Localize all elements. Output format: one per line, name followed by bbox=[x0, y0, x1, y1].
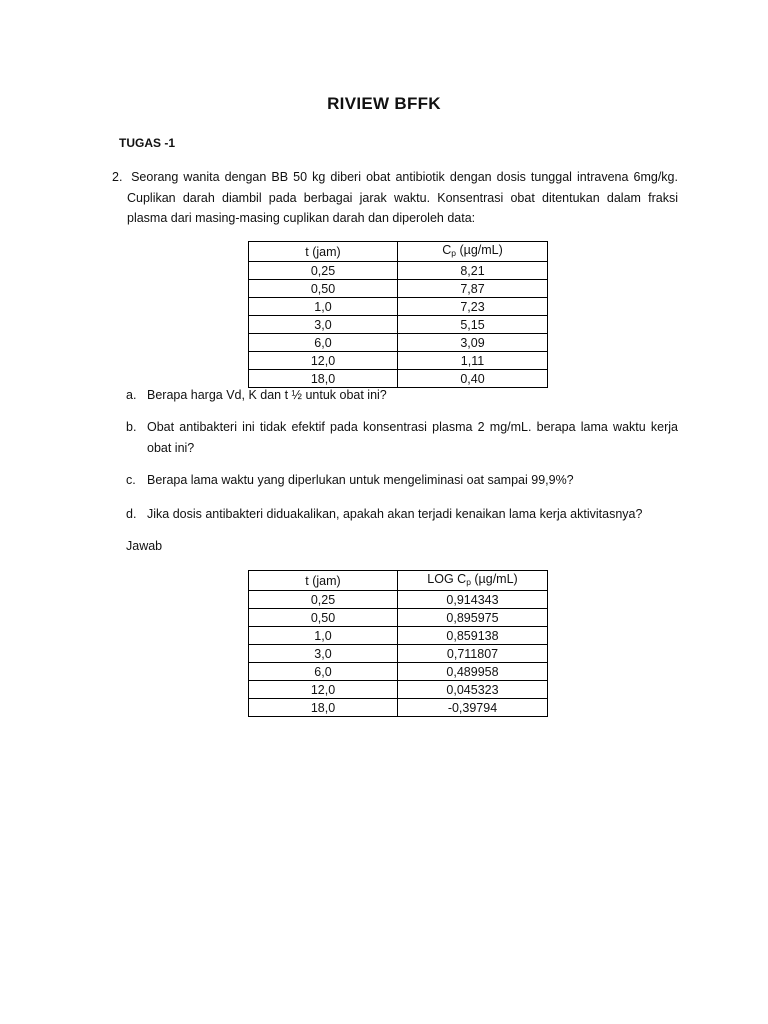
table-row bbox=[249, 316, 548, 334]
question-d bbox=[126, 504, 678, 525]
cell-time: 0,50 bbox=[249, 280, 398, 298]
cell-value: 1,11 bbox=[398, 352, 548, 370]
cell-value: 0,045323 bbox=[398, 681, 548, 699]
table-row bbox=[249, 352, 548, 370]
question-text: Obat antibakteri ini tidak efektif pada konsentrasi plasma 2 mg/mL. berapa lama waktu kerja obat ini? bbox=[147, 420, 678, 455]
cell-value: 5,15 bbox=[398, 316, 548, 334]
cell-value: 0,895975 bbox=[398, 609, 548, 627]
question-label: b. bbox=[126, 420, 137, 434]
cell-time: 6,0 bbox=[249, 334, 398, 352]
cell-value: 7,87 bbox=[398, 280, 548, 298]
table-row bbox=[249, 334, 548, 352]
concentration-table bbox=[248, 241, 548, 388]
cell-value: 0,859138 bbox=[398, 627, 548, 645]
table-row bbox=[249, 681, 548, 699]
cell-value: 8,21 bbox=[398, 262, 548, 280]
table-row bbox=[249, 262, 548, 280]
document-title: RIVIEW BFFK bbox=[327, 94, 441, 113]
cell-value: 7,23 bbox=[398, 298, 548, 316]
table-row bbox=[249, 645, 548, 663]
cell-value: 0,40 bbox=[398, 370, 548, 388]
question-label: a. bbox=[126, 388, 137, 402]
cell-time: 6,0 bbox=[249, 663, 398, 681]
answer-heading: Jawab bbox=[126, 539, 163, 553]
cell-time: 1,0 bbox=[249, 298, 398, 316]
header-log-concentration: LOG $C_p$ (µg/mL) bbox=[398, 571, 548, 591]
cell-time: 0,50 bbox=[249, 609, 398, 627]
table-header-row bbox=[249, 571, 548, 591]
problem-number: 2. bbox=[112, 170, 123, 184]
question-c bbox=[126, 470, 678, 491]
problem-line-3: plasma dari masing-masing cuplikan darah dan diperoleh data: bbox=[127, 211, 476, 225]
cell-time: 0,25 bbox=[249, 591, 398, 609]
table-row bbox=[249, 280, 548, 298]
section-heading: TUGAS -1 bbox=[119, 136, 176, 150]
table-row bbox=[249, 609, 548, 627]
table-header-row bbox=[249, 242, 548, 262]
cell-time: 0,25 bbox=[249, 262, 398, 280]
question-b bbox=[126, 417, 678, 458]
log-concentration-table bbox=[248, 570, 548, 717]
table-row bbox=[249, 627, 548, 645]
cell-time: 3,0 bbox=[249, 645, 398, 663]
cell-time: 1,0 bbox=[249, 627, 398, 645]
header-concentration: $C_p$ (µg/mL) bbox=[398, 242, 548, 262]
cell-time: 12,0 bbox=[249, 352, 398, 370]
cell-value: 3,09 bbox=[398, 334, 548, 352]
cell-time: 18,0 bbox=[249, 699, 398, 717]
table-row bbox=[249, 663, 548, 681]
problem-line-2: Cuplikan darah diambil pada berbagai jarak waktu. Konsentrasi obat ditentukan dalam fraksi bbox=[127, 190, 678, 205]
cell-value: 0,489958 bbox=[398, 663, 548, 681]
header-time: t (jam) bbox=[249, 571, 398, 591]
cell-time: 18,0 bbox=[249, 370, 398, 388]
question-a bbox=[126, 385, 678, 406]
problem-line-1: 2. Seorang wanita dengan BB 50 kg diberi obat antibiotik dengan dosis tunggal intravena 6mg/kg. bbox=[112, 167, 678, 188]
cell-value: 0,711807 bbox=[398, 645, 548, 663]
cell-value: -0,39794 bbox=[398, 699, 548, 717]
question-label: d. bbox=[126, 507, 137, 521]
table-row bbox=[249, 298, 548, 316]
problem-statement bbox=[112, 167, 678, 229]
header-time: t (jam) bbox=[249, 242, 398, 262]
question-text: Jika dosis antibakteri diduakalikan, apakah akan terjadi kenaikan lama kerja aktivitasnya? bbox=[147, 507, 643, 521]
table-row bbox=[249, 591, 548, 609]
question-text: Berapa harga Vd, K dan t ½ untuk obat ini? bbox=[147, 388, 387, 402]
cell-time: 12,0 bbox=[249, 681, 398, 699]
cell-value: 0,914343 bbox=[398, 591, 548, 609]
question-text: Berapa lama waktu yang diperlukan untuk mengeliminasi oat sampai 99,9%? bbox=[147, 473, 574, 487]
table-row bbox=[249, 699, 548, 717]
question-label: c. bbox=[126, 473, 136, 487]
cell-time: 3,0 bbox=[249, 316, 398, 334]
